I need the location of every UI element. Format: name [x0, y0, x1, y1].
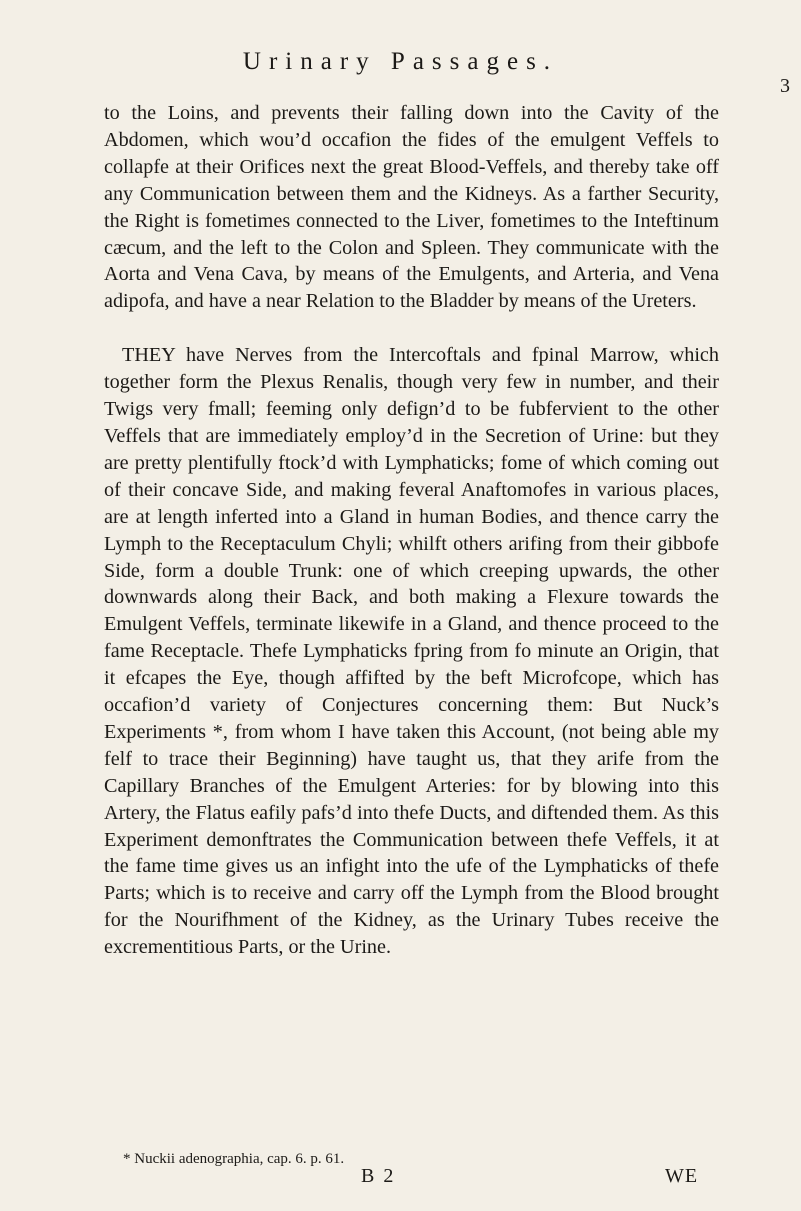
signature-mark: B 2 [361, 1165, 396, 1187]
running-head: Urinary Passages. [242, 48, 559, 75]
footnote: * Nuckii adenographia, cap. 6. p. 61. [123, 1151, 345, 1167]
paragraph-1: to the Loins, and prevents their falling down into the Cavity of the Abdomen, which wou’d occafion the fides of the emulgent Veffels to collapfe at their Orifices next the great Blood-Veffels, and thereby take off any Communication between them and the Kidneys. As a farther Security, the Right is fometimes connected to the Liver, fometimes to the Inteftinum cæcum, and the left to the Colon and Spleen. They communicate with the Aorta and Vena Cava, by means of the Emulgents, and Arteria, and Vena adipofa, and have a near Relation to the Bladder by means of the Ureters. [104, 102, 719, 313]
body-text [104, 100, 719, 961]
paragraph-2: THEY have Nerves from the Intercoftals and fpinal Marrow, which together form the Plexus Renalis, though very few in number, and their Twigs very fmall; feeming only defign’d to be fubfervient to the other Veffels that are immediately employ’d in the Secretion of Urine: but they are pretty plentifully ftock’d with Lymphaticks; fome of which coming out of their concave Side, and making feveral Anaftomofes in various places, are at length inferted into a Gland in human Bodies, and thence carry the Lymph to the Receptaculum Chyli; whilft others arifing from their gibbofe Side, form a double Trunk: one of which creeping upwards, the other downwards along their Back, and both making a Flexure towards the Emulgent Veffels, terminate likewife in a Gland, and thence proceed to the fame Receptacle. Thefe Lymphaticks fpring from fo minute an Origin, that it efcapes the Eye, though affifted by the beft Microfcope, which has occafion’d variety of Conjectures concerning them: But Nuck’s Experiments *, from whom I have taken this Account, (not being able my felf to trace their Beginning) have taught us, that they arife from the Capillary Branches of the Emulgent Arteries: for by blowing into this Artery, the Flatus eafily pafs’d into thefe Ducts, and diftended them. As this Experiment demonftrates the Communication between thefe Veffels, it at the fame time gives us an infight into the ufe of the Lymphaticks of thefe Parts; which is to receive and carry off the Lymph from the Blood brought for the Nourifhment of the Kidney, as the Urinary Tubes receive the excrementitious Parts, or the Urine. [104, 344, 719, 959]
page-number: 3 [780, 75, 790, 97]
catchword: WE [665, 1165, 699, 1187]
